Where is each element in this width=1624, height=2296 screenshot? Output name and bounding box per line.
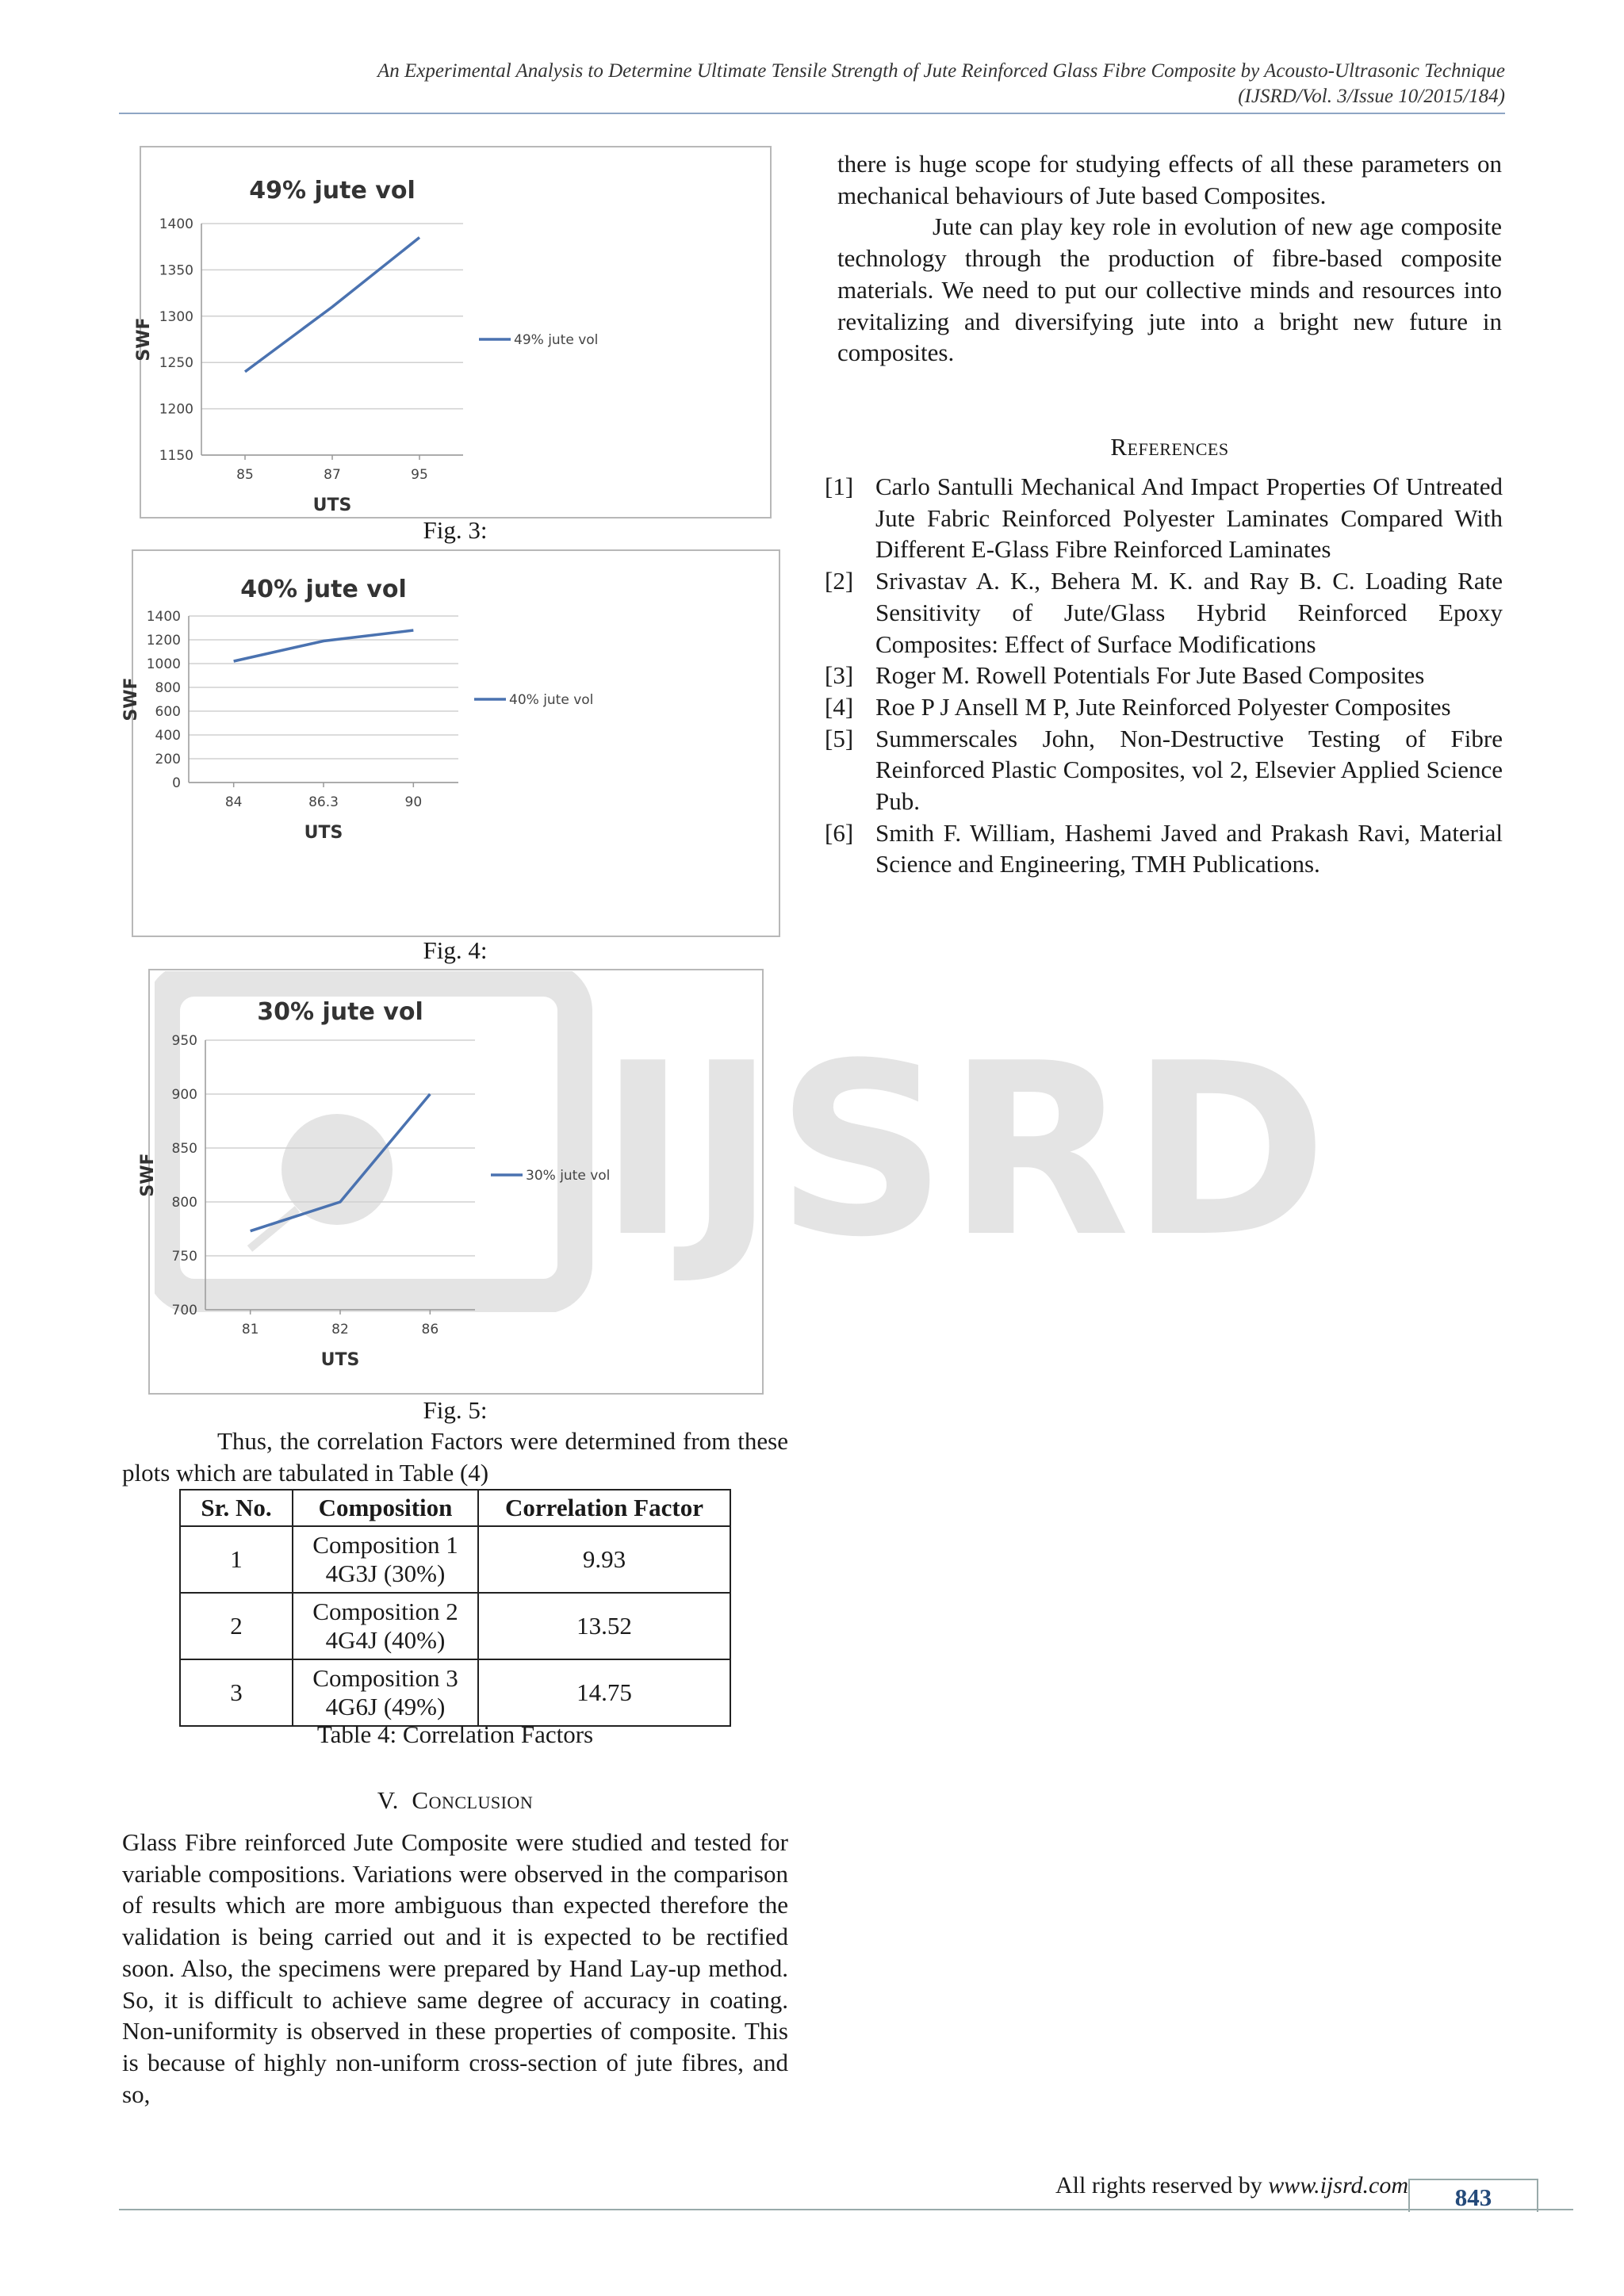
right-column-text bbox=[837, 148, 1502, 369]
x-tick-label: 86.3 bbox=[308, 794, 339, 810]
reference-number: [4] bbox=[825, 692, 854, 721]
cell-factor: 9.93 bbox=[478, 1526, 730, 1593]
series-line bbox=[245, 238, 419, 372]
references-list bbox=[825, 471, 1503, 880]
reference-number: [3] bbox=[825, 661, 854, 690]
reference-number: [2] bbox=[825, 567, 854, 595]
references-heading: References bbox=[1110, 433, 1229, 461]
table-row bbox=[180, 1593, 730, 1659]
y-tick-label: 1000 bbox=[146, 656, 181, 672]
table-row bbox=[180, 1526, 730, 1593]
y-tick-label: 900 bbox=[171, 1087, 197, 1103]
reference-text: Smith F. William, Hashemi Javed and Prakash Ravi, Material Science and Engineering, TMH Publications. bbox=[875, 818, 1503, 878]
x-tick-label: 82 bbox=[331, 1322, 349, 1337]
fig3-caption: Fig. 3: bbox=[423, 516, 488, 544]
composition-name: Composition 1 bbox=[312, 1531, 458, 1559]
cell-composition bbox=[293, 1659, 478, 1726]
conclusion-paragraph bbox=[122, 1827, 788, 2110]
chart-title: 30% jute vol bbox=[257, 998, 423, 1026]
x-tick-label: 84 bbox=[224, 794, 243, 810]
y-tick-label: 1200 bbox=[159, 401, 193, 418]
composition-code: 4G3J (30%) bbox=[325, 1559, 446, 1587]
y-tick-label: 200 bbox=[155, 752, 181, 767]
right-paragraph-2: Jute can play key role in evolution of new age composite technology through the production of fibre-based composite materials. We need to put our collective minds and resources into revitalizing and diversifying jute into a bright new future in composites. bbox=[837, 212, 1502, 367]
reference-number: [6] bbox=[825, 818, 854, 847]
reference-item bbox=[825, 565, 1503, 660]
y-tick-label: 800 bbox=[155, 680, 181, 696]
cell-sr: 2 bbox=[180, 1593, 293, 1659]
y-tick-label: 1350 bbox=[159, 262, 193, 279]
cell-composition bbox=[293, 1593, 478, 1659]
y-axis-title: SWF bbox=[138, 1153, 158, 1197]
x-tick-label: 90 bbox=[404, 794, 423, 810]
conclusion-number: V. bbox=[377, 1786, 399, 1814]
cell-factor: 13.52 bbox=[478, 1593, 730, 1659]
footer-site-link[interactable]: www.ijsrd.com bbox=[1268, 2172, 1408, 2198]
y-tick-label: 1300 bbox=[159, 308, 193, 325]
chart-svg-30 bbox=[138, 970, 762, 1393]
y-axis-title: SWF bbox=[121, 677, 141, 721]
header-volume: (IJSRD/Vol. 3/Issue 10/2015/184) bbox=[1238, 86, 1505, 107]
y-tick-label: 400 bbox=[155, 728, 181, 744]
conclusion-body: Glass Fibre reinforced Jute Composite were studied and tested for variable compositions. Variations were observed in the comparison of results which are more ambiguous than expected therefore the validation is being carried out and it is expected to be rectified soon. Also, the specimens were prepared by Hand Lay-up method. So, it is difficult to achieve same degree of accuracy in coating. Non-uniformity is observed in these properties of composite. This is because of highly non-uniform cross-section of jute fibres, and so, bbox=[122, 1828, 788, 2108]
legend-label: 30% jute vol bbox=[526, 1168, 611, 1184]
x-axis-title: UTS bbox=[304, 823, 343, 843]
reference-number: [1] bbox=[825, 473, 854, 500]
reference-item bbox=[825, 691, 1503, 723]
reference-text: Carlo Santulli Mechanical And Impact Properties Of Untreated Jute Fabric Reinforced Polyester Laminates Compared With Different E-Glass Fibre Reinforced Laminates bbox=[875, 473, 1503, 564]
chart-title: 49% jute vol bbox=[249, 177, 416, 205]
y-tick-label: 1150 bbox=[159, 448, 193, 464]
composition-code: 4G6J (49%) bbox=[325, 1693, 446, 1720]
table-header-composition: Composition bbox=[293, 1490, 478, 1526]
table-header-row bbox=[180, 1490, 730, 1526]
y-tick-label: 750 bbox=[171, 1249, 197, 1265]
table-intro-paragraph bbox=[122, 1425, 788, 1488]
table-header-factor: Correlation Factor bbox=[478, 1490, 730, 1526]
x-tick-label: 85 bbox=[236, 467, 254, 483]
composition-name: Composition 3 bbox=[312, 1664, 458, 1692]
fig5-caption: Fig. 5: bbox=[423, 1396, 488, 1424]
page-number: 843 bbox=[1408, 2179, 1538, 2212]
table-header-sr: Sr. No. bbox=[180, 1490, 293, 1526]
chart-svg-49 bbox=[134, 147, 770, 517]
y-tick-label: 800 bbox=[171, 1195, 197, 1211]
y-tick-label: 600 bbox=[155, 704, 181, 720]
x-tick-label: 87 bbox=[324, 467, 341, 483]
chart-49-jute-vol bbox=[134, 146, 772, 519]
reference-item bbox=[825, 660, 1503, 691]
chart-svg-40 bbox=[121, 551, 779, 936]
watermark-text: IJSRD bbox=[599, 1012, 1328, 1289]
footer-text: All rights reserved by bbox=[1055, 2172, 1262, 2198]
fig4-caption: Fig. 4: bbox=[423, 936, 488, 964]
right-paragraph-1: there is huge scope for studying effects of all these parameters on mechanical behaviours of Jute based Composites. bbox=[837, 150, 1502, 209]
cell-factor: 14.75 bbox=[478, 1659, 730, 1726]
composition-code: 4G4J (40%) bbox=[325, 1626, 446, 1654]
y-tick-label: 1400 bbox=[146, 609, 181, 625]
chart-30-jute-vol bbox=[138, 969, 764, 1395]
cell-sr: 3 bbox=[180, 1659, 293, 1726]
reference-item bbox=[825, 817, 1503, 880]
table-row bbox=[180, 1659, 730, 1726]
composition-name: Composition 2 bbox=[312, 1598, 458, 1625]
header-title: An Experimental Analysis to Determine Ultimate Tensile Strength of Jute Reinforced Glass Fibre Composite by Acousto-Ultrasonic Technique bbox=[377, 60, 1505, 82]
reference-text: Roger M. Rowell Potentials For Jute Based Composites bbox=[875, 661, 1425, 690]
y-tick-label: 0 bbox=[172, 775, 181, 791]
footer-rule bbox=[119, 2209, 1573, 2210]
y-tick-label: 1400 bbox=[159, 216, 193, 232]
correlation-table bbox=[179, 1489, 731, 1727]
reference-text: Summerscales John, Non-Destructive Testing of Fibre Reinforced Plastic Composites, vol 2, Elsevier Applied Science Pub. bbox=[875, 724, 1503, 816]
x-axis-title: UTS bbox=[312, 496, 352, 515]
x-axis-title: UTS bbox=[320, 1350, 360, 1370]
y-tick-label: 950 bbox=[171, 1033, 197, 1049]
reference-item bbox=[825, 723, 1503, 817]
cell-sr: 1 bbox=[180, 1526, 293, 1593]
series-line bbox=[234, 630, 414, 661]
table-intro-text: Thus, the correlation Factors were determined from these plots which are tabulated in Table (4) bbox=[122, 1427, 788, 1487]
series-line bbox=[251, 1094, 431, 1231]
chart-40-jute-vol bbox=[121, 549, 780, 937]
legend-label: 49% jute vol bbox=[514, 332, 599, 348]
x-tick-label: 86 bbox=[421, 1322, 439, 1337]
reference-item bbox=[825, 471, 1503, 565]
footer-copyright bbox=[952, 2172, 1408, 2199]
x-tick-label: 95 bbox=[411, 467, 428, 483]
x-tick-label: 81 bbox=[241, 1322, 259, 1337]
reference-text: Srivastav A. K., Behera M. K. and Ray B. C. Loading Rate Sensitivity of Jute/Glass Hybrid Reinforced Epoxy Composites: Effect of Surface Modifications bbox=[875, 567, 1503, 658]
y-tick-label: 1200 bbox=[146, 633, 181, 649]
chart-title: 40% jute vol bbox=[240, 576, 407, 603]
running-header bbox=[78, 59, 1505, 109]
y-tick-label: 850 bbox=[171, 1141, 197, 1157]
cell-composition bbox=[293, 1526, 478, 1593]
header-rule bbox=[119, 113, 1505, 114]
y-tick-label: 700 bbox=[171, 1303, 197, 1318]
table4-caption: Table 4: Correlation Factors bbox=[316, 1720, 594, 1748]
conclusion-heading bbox=[122, 1786, 788, 1815]
y-axis-title: SWF bbox=[134, 317, 154, 362]
y-tick-label: 1250 bbox=[159, 355, 193, 372]
legend-label: 40% jute vol bbox=[509, 692, 594, 708]
reference-number: [5] bbox=[825, 724, 854, 752]
reference-text: Roe P J Ansell M P, Jute Reinforced Polyester Composites bbox=[875, 692, 1451, 721]
conclusion-title: Conclusion bbox=[412, 1786, 534, 1814]
